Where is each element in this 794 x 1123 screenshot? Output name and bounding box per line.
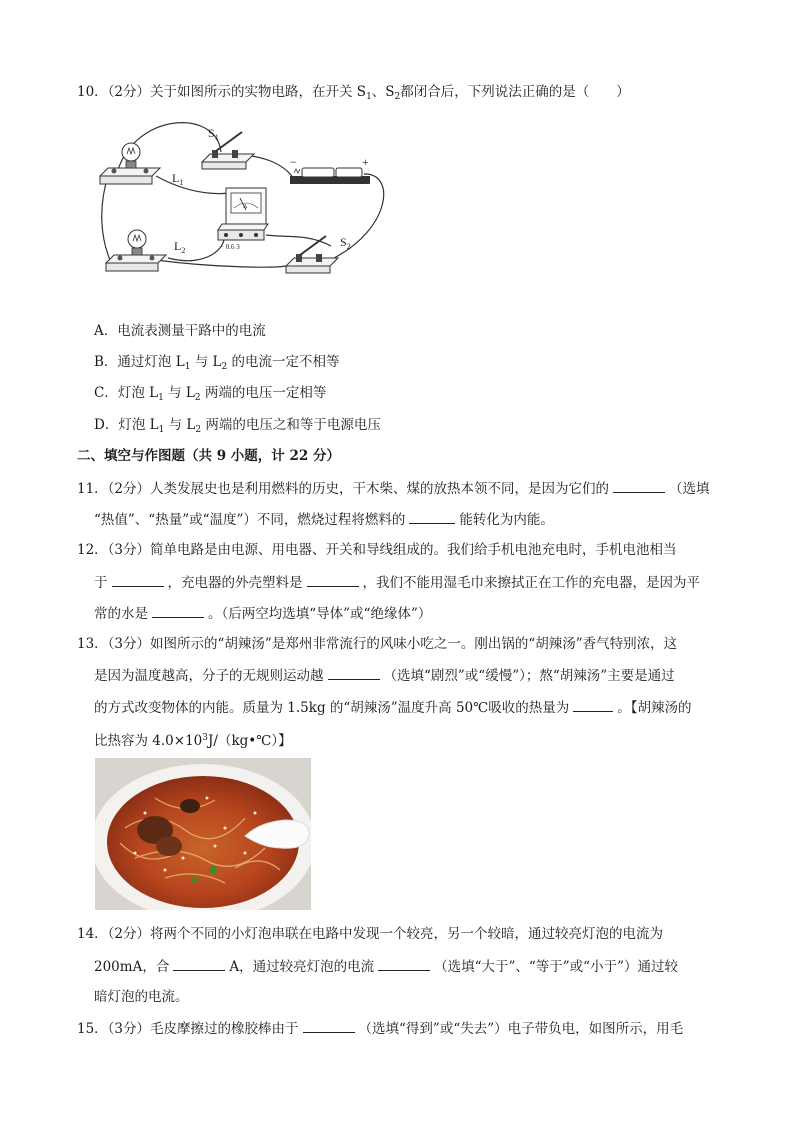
q12-line3: 常的水是 。（后两空均选填“导体”或“绝缘体”） [94, 603, 431, 624]
q11-line1: 11．（2分）人类发展史也是利用燃料的历史，干木柴、煤的放热本领不同，是因为它们的 （选填 [77, 478, 710, 499]
switch-s2 [286, 236, 338, 273]
ammeter-scale: − 0.6 3 [220, 243, 240, 251]
label-plus: + [362, 155, 369, 169]
label-l2: $L_2$ [174, 239, 186, 255]
answer-blank[interactable] [573, 697, 613, 712]
lamp-l1 [100, 143, 160, 184]
q12-line2: 于 ，充电器的外壳塑料是 ，我们不能用湿毛巾来擦拭正在工作的充电器，是因为平 [94, 572, 700, 593]
ammeter-letter: A [243, 204, 248, 210]
circuit-diagram [96, 118, 396, 288]
ammeter [218, 188, 268, 240]
answer-blank[interactable] [173, 956, 225, 971]
q10-option-b: B．通过灯泡 $L_1$ 与 $L_2$ 的电流一定不相等 [94, 354, 340, 372]
answer-blank[interactable] [328, 665, 380, 680]
q10-option-c: C．灯泡 $L_1$ 与 $L_2$ 两端的电压一定相等 [94, 385, 327, 403]
q13-line3: 的方式改变物体的内能。质量为 1.5kg 的“胡辣汤”温度升高 50℃吸收的热量为 。【胡辣汤的 [94, 697, 692, 718]
answer-blank[interactable] [307, 572, 359, 587]
q14-line3: 暗灯泡的电流。 [94, 989, 189, 1005]
q11-line2: “热值”、“热量”或“温度”）不同，燃烧过程将燃料的 能转化为内能。 [94, 509, 554, 530]
q14-line2: 200mA，合 A，通过较亮灯泡的电流 （选填“大于”、“等于”或“小于”）通过较 [94, 956, 678, 977]
answer-blank[interactable] [378, 956, 430, 971]
answer-blank[interactable] [613, 478, 665, 493]
label-l1: $L_1$ [172, 171, 184, 187]
battery [290, 168, 370, 184]
q10-option-d: D．灯泡 $L_1$ 与 $L_2$ 两端的电压之和等于电源电压 [94, 417, 381, 435]
q13-line4: 比热容为 $4.0\times 10^3J/(kg•℃)$】 [94, 733, 292, 749]
q10-stem: 10．（2分）关于如图所示的实物电路，在开关 $S_1$、$S_2$都闭合后，下列说法正确的是（ ） [77, 84, 630, 102]
q14-line1: 14．（2分）将两个不同的小灯泡串联在电路中发现一个较亮，另一个较暗，通过较亮灯泡的电流为 [77, 926, 664, 942]
q13-line1: 13．（3分）如图所示的“胡辣汤”是郑州非常流行的风味小吃之一。刚出锅的“胡辣汤”香气特别浓，这 [77, 636, 678, 652]
q13-line2: 是因为温度越高，分子的无规则运动越 （选填“剧烈”或“缓慢”）；熬“胡辣汤”主要是通过 [94, 665, 675, 686]
label-s1: $S_1$ [208, 126, 219, 142]
answer-blank[interactable] [303, 1018, 355, 1033]
section-heading: 二、填空与作图题（共 9 小题，计 22 分） [77, 448, 340, 464]
hulatang-soup-image [95, 758, 311, 910]
label-s2: $S_2$ [340, 235, 351, 251]
answer-blank[interactable] [152, 603, 204, 618]
q12-line1: 12．（3分）简单电路是由电源、用电器、开关和导线组成的。我们给手机电池充电时，手机电池相当 [77, 542, 677, 558]
q15-line1: 15．（3分）毛皮摩擦过的橡胶棒由于 （选填“得到”或“失去”）电子带负电，如图所示，用毛 [77, 1018, 683, 1039]
lamp-l2 [106, 230, 166, 271]
label-minus: − [290, 155, 297, 169]
q10-option-a: A．电流表测量干路中的电流 [94, 323, 266, 339]
answer-blank[interactable] [112, 572, 164, 587]
answer-blank[interactable] [409, 509, 455, 524]
